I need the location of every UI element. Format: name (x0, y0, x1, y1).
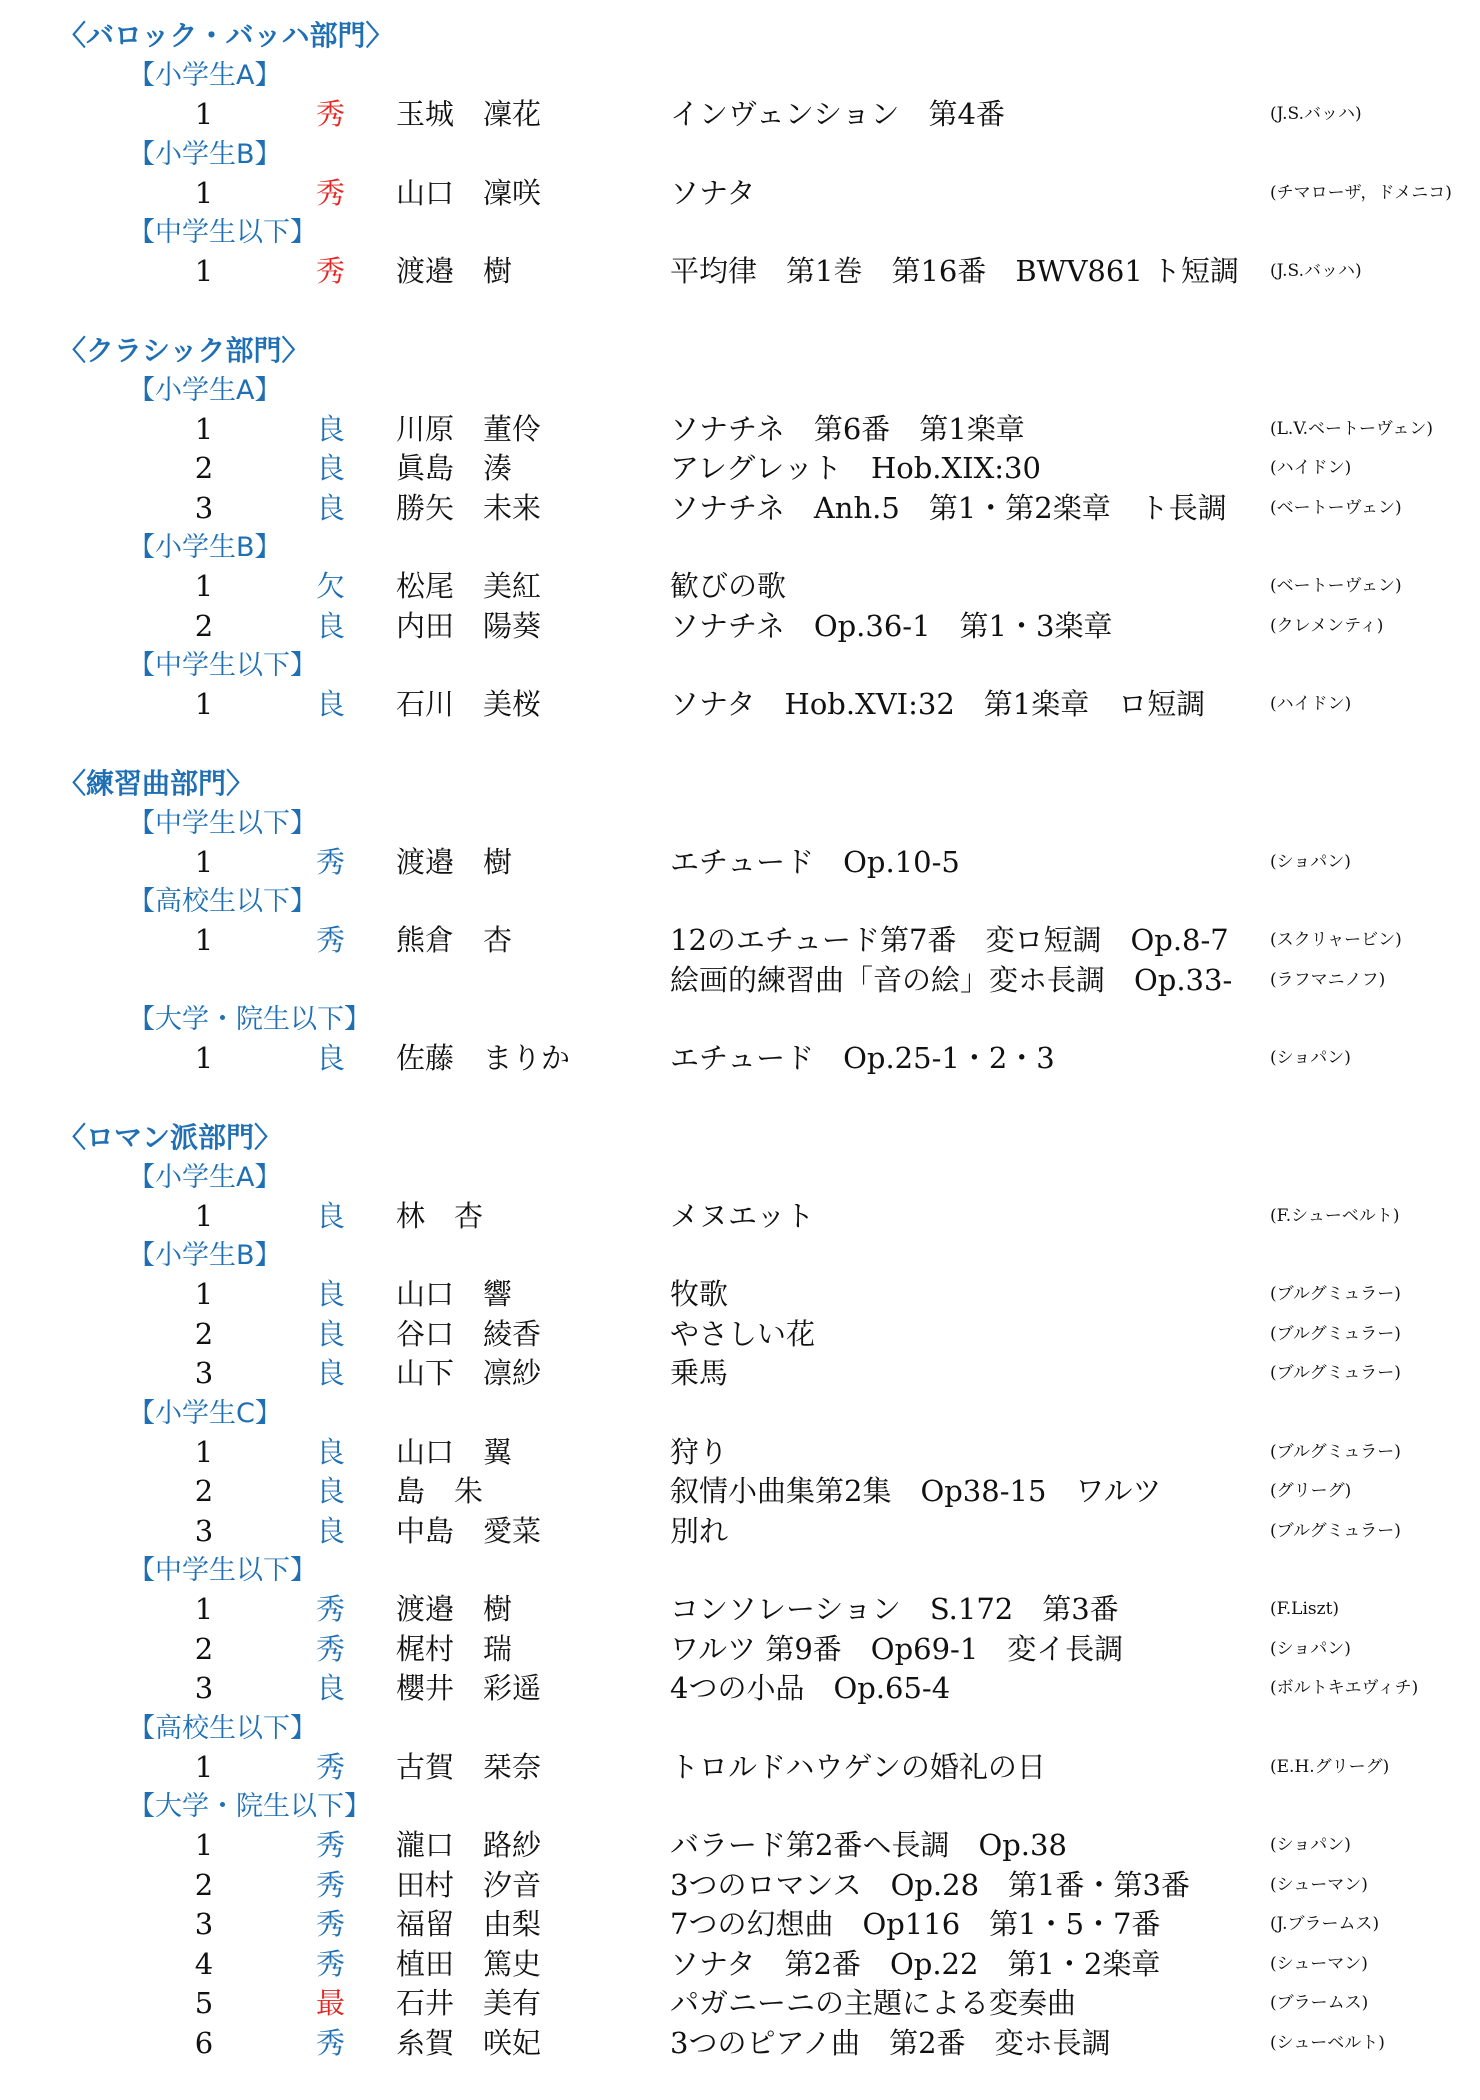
piece-title: 別れ (670, 1513, 729, 1548)
piece-title: エチュード Op.25-1・2・3 (670, 1041, 1055, 1075)
group-title: 【小学生A】 (128, 1161, 282, 1193)
piece-title: 12のエチュード第7番 変ロ短調 Op.8-7 (670, 923, 1229, 957)
result-row (0, 1826, 1480, 1866)
composer: (E.H.グリーグ) (1270, 1756, 1390, 1777)
grade-mark: 良 (316, 1356, 346, 1390)
grade-mark: 秀 (316, 1867, 346, 1902)
section-title: 〈練習曲部門〉 (58, 766, 255, 800)
section-0 (0, 16, 1480, 292)
piece-title: 狩り (670, 1434, 729, 1469)
performer-name: 山口 響 (396, 1277, 513, 1311)
result-row (0, 1905, 1480, 1945)
piece-title: ワルツ 第9番 Op69-1 変イ長調 (670, 1631, 1124, 1666)
piece-title: 3つのピアノ曲 第2番 変ホ長調 (670, 2025, 1111, 2060)
piece-title: インヴェンション 第4番 (670, 97, 1005, 131)
entry-number: 3 (194, 1513, 214, 1548)
result-row (0, 1472, 1480, 1512)
composer: (ショパン) (1270, 1638, 1351, 1659)
entry-number: 1 (194, 844, 214, 879)
composer: (ショパン) (1270, 851, 1351, 872)
result-row (0, 961, 1480, 1001)
piece-title: ソナチネ Anh.5 第1・第2楽章 ト長調 (670, 490, 1227, 525)
result-row (0, 410, 1480, 450)
section-1 (0, 331, 1480, 725)
composer: (ボルトキエヴィチ) (1270, 1678, 1419, 1698)
grade-mark: 秀 (316, 844, 346, 879)
performer-name: 山口 翼 (396, 1434, 513, 1469)
entry-number: 1 (194, 687, 214, 721)
composer: (J.S.バッハ) (1270, 104, 1362, 124)
entry-number: 2 (194, 1474, 214, 1508)
performer-name: 川原 董伶 (396, 411, 542, 446)
composer: (F.Liszt) (1270, 1599, 1340, 1619)
result-row (0, 1315, 1480, 1355)
entry-number: 5 (194, 1986, 214, 2020)
performer-name: 渡邉 樹 (396, 1592, 513, 1626)
composer: (ベートーヴェン) (1270, 576, 1402, 596)
grade-mark: 良 (316, 1513, 346, 1548)
result-row (0, 1197, 1480, 1237)
grade-mark: 欠 (316, 569, 346, 603)
group-title: 【中学生以下】 (128, 1555, 317, 1586)
entry-number: 2 (194, 451, 214, 485)
grade-mark: 良 (316, 1316, 346, 1351)
group-title: 【小学生B】 (128, 138, 282, 170)
result-row (0, 921, 1480, 961)
grade-mark: 秀 (316, 923, 346, 957)
grade-mark: 秀 (316, 2025, 346, 2060)
composer: (グリーグ) (1270, 1481, 1352, 1501)
performer-name: 眞島 湊 (396, 451, 513, 485)
entry-number: 1 (194, 97, 214, 131)
grade-mark: 良 (316, 608, 346, 643)
section-3 (0, 1118, 1480, 2064)
grade-mark: 良 (316, 1434, 346, 1469)
piece-title: 4つの小品 Op.65-4 (670, 1671, 951, 1705)
performer-name: 玉城 凜花 (396, 97, 542, 131)
piece-title: コンソレーション S.172 第3番 (670, 1592, 1119, 1626)
result-row (0, 174, 1480, 214)
piece-title: 牧歌 (670, 1277, 729, 1311)
performer-name: 梶村 瑞 (396, 1631, 513, 1666)
result-row (0, 1630, 1480, 1670)
performer-name: 古賀 栞奈 (396, 1749, 542, 1784)
section-title: 〈ロマン派部門〉 (58, 1120, 283, 1154)
grade-mark: 秀 (316, 1907, 346, 1941)
piece-title: トロルドハウゲンの婚礼の日 (670, 1749, 1046, 1784)
piece-title: メヌエット (670, 1198, 815, 1233)
group-title: 【小学生A】 (128, 60, 282, 91)
entry-number: 1 (194, 175, 214, 210)
piece-title: エチュード Op.10-5 (670, 844, 960, 879)
entry-number: 3 (194, 1356, 214, 1390)
piece-title: パガニーニの主題による変奏曲 (670, 1986, 1077, 2020)
grade-mark: 秀 (316, 1592, 346, 1626)
performer-name: 石川 美桜 (396, 687, 542, 721)
entry-number: 6 (194, 2025, 214, 2060)
composer: (ブラームス) (1270, 1993, 1369, 2013)
entry-number: 2 (194, 1631, 214, 1666)
entry-number: 1 (194, 1041, 214, 1075)
composer: (ハイドン) (1270, 458, 1352, 478)
entry-number: 2 (194, 608, 214, 643)
entry-number: 1 (194, 923, 214, 957)
result-row (0, 95, 1480, 135)
result-row (0, 1512, 1480, 1552)
grade-mark: 秀 (316, 254, 346, 288)
group-title: 【中学生以下】 (128, 650, 317, 681)
group-title: 【中学生以下】 (128, 807, 317, 839)
performer-name: 内田 陽葵 (396, 608, 542, 643)
grade-mark: 秀 (316, 97, 346, 131)
composer: (チマローザ，ドメニコ) (1270, 182, 1452, 203)
results-page (0, 16, 1480, 2063)
performer-name: 渡邉 樹 (396, 844, 513, 879)
entry-number: 3 (194, 1671, 214, 1705)
result-row (0, 1669, 1480, 1709)
performer-name: 中島 愛菜 (396, 1513, 542, 1548)
group-title: 【小学生B】 (128, 1240, 282, 1271)
performer-name: 佐藤 まりか (396, 1041, 571, 1075)
performer-name: 田村 汐音 (396, 1867, 542, 1902)
piece-title: ソナチネ 第6番 第1楽章 (670, 411, 1025, 446)
grade-mark: 良 (316, 1474, 346, 1508)
performer-name: 石井 美有 (396, 1986, 542, 2020)
entry-number: 1 (194, 1749, 214, 1784)
grade-mark: 秀 (316, 175, 346, 210)
group-title: 【小学生C】 (128, 1397, 282, 1429)
entry-number: 3 (194, 1907, 214, 1941)
result-row (0, 843, 1480, 883)
result-row (0, 1590, 1480, 1630)
composer: (シューマン) (1270, 1874, 1368, 1895)
section-title: 〈クラシック部門〉 (58, 333, 310, 367)
piece-title: バラード第2番ヘ長調 Op.38 (670, 1828, 1067, 1862)
piece-title: 平均律 第1巻 第16番 BWV861 ト短調 (670, 254, 1239, 288)
result-row (0, 1984, 1480, 2024)
piece-title: ソナタ 第2番 Op.22 第1・2楽章 (670, 1946, 1161, 1981)
group-title: 【高校生以下】 (128, 886, 317, 917)
grade-mark: 良 (316, 490, 346, 525)
grade-mark: 良 (316, 687, 346, 721)
composer: (ブルグミュラー) (1270, 1441, 1401, 1462)
result-row (0, 1433, 1480, 1473)
entry-number: 1 (194, 1198, 214, 1233)
entry-number: 1 (194, 1592, 214, 1626)
performer-name: 林 杏 (396, 1198, 484, 1233)
performer-name: 渡邉 樹 (396, 254, 513, 288)
piece-title: ソナタ Hob.XVI:32 第1楽章 ロ短調 (670, 687, 1206, 721)
grade-mark: 秀 (316, 1946, 346, 1981)
performer-name: 松尾 美紅 (396, 569, 542, 603)
grade-mark: 秀 (316, 1631, 346, 1666)
piece-title: 7つの幻想曲 Op116 第1・5・7番 (670, 1907, 1161, 1941)
result-row (0, 685, 1480, 725)
performer-name: 植田 篤史 (396, 1946, 542, 1981)
result-row (0, 1866, 1480, 1906)
result-row (0, 607, 1480, 647)
performer-name: 島 朱 (396, 1474, 484, 1508)
performer-name: 糸賀 咲妃 (396, 2025, 542, 2060)
entry-number: 1 (194, 1277, 214, 1311)
group-title: 【大学・院生以下】 (128, 1004, 371, 1035)
entry-number: 1 (194, 1434, 214, 1469)
result-row (0, 489, 1480, 529)
result-row (0, 1748, 1480, 1788)
composer: (ベートーヴェン) (1270, 497, 1402, 518)
grade-mark: 良 (316, 1277, 346, 1311)
result-row (0, 1275, 1480, 1315)
performer-name: 山口 凜咲 (396, 175, 542, 210)
section-title: 〈バロック・バッハ部門〉 (58, 19, 394, 52)
composer: (J.S.バッハ) (1270, 261, 1362, 281)
composer: (F.シューベルト) (1270, 1205, 1400, 1226)
entry-number: 1 (194, 411, 214, 446)
group-title: 【中学生以下】 (128, 217, 317, 248)
result-row (0, 1039, 1480, 1079)
grade-mark: 良 (316, 1198, 346, 1233)
result-row (0, 1945, 1480, 1985)
piece-title: やさしい花 (670, 1316, 816, 1351)
performer-name: 福留 由梨 (396, 1907, 542, 1941)
composer: (ショパン) (1270, 1835, 1351, 1855)
grade-mark: 秀 (316, 1828, 346, 1862)
piece-title: ソナチネ Op.36-1 第1・3楽章 (670, 608, 1113, 643)
composer: (クレメンティ) (1270, 615, 1384, 636)
performer-name: 瀧口 路紗 (396, 1828, 542, 1862)
entry-number: 2 (194, 1867, 214, 1902)
piece-title: 3つのロマンス Op.28 第1番・第3番 (670, 1867, 1190, 1902)
grade-mark: 良 (316, 1041, 346, 1075)
performer-name: 櫻井 彩遥 (396, 1671, 542, 1705)
grade-mark: 秀 (316, 1749, 346, 1784)
entry-number: 4 (194, 1946, 214, 1981)
entry-number: 3 (194, 490, 214, 525)
group-title: 【大学・院生以下】 (128, 1791, 371, 1822)
result-row (0, 449, 1480, 489)
piece-title: ソナタ (670, 175, 756, 210)
composer: (J.ブラームス) (1270, 1914, 1380, 1934)
composer: (ブルグミュラー) (1270, 1363, 1401, 1383)
composer: (スクリャービン) (1270, 930, 1402, 950)
entry-number: 1 (194, 254, 214, 288)
composer: (ブルグミュラー) (1270, 1323, 1401, 1344)
performer-name: 谷口 綾香 (396, 1316, 542, 1351)
group-title: 【高校生以下】 (128, 1712, 317, 1744)
piece-title: 絵画的練習曲「音の絵」変ホ長調 Op.33- (670, 962, 1233, 997)
result-row (0, 2024, 1480, 2064)
result-row (0, 567, 1480, 607)
section-2 (0, 764, 1480, 1079)
grade-mark: 良 (316, 451, 346, 485)
piece-title: アレグレット Hob.XIX:30 (670, 451, 1041, 485)
piece-title: 叙情小曲集第2集 Op38-15 ワルツ (670, 1474, 1162, 1508)
composer: (シューベルト) (1270, 2032, 1385, 2053)
result-row (0, 252, 1480, 292)
composer: (ハイドン) (1270, 694, 1352, 714)
grade-mark: 良 (316, 411, 346, 446)
entry-number: 1 (194, 569, 214, 603)
performer-name: 山下 凛紗 (396, 1356, 542, 1390)
result-row (0, 1354, 1480, 1394)
performer-name: 勝矢 未来 (396, 490, 542, 525)
entry-number: 2 (194, 1316, 214, 1351)
piece-title: 乗馬 (670, 1356, 729, 1390)
piece-title: 歓びの歌 (670, 569, 787, 603)
composer: (シューマン) (1270, 1953, 1368, 1974)
composer: (ラフマニノフ) (1270, 969, 1386, 990)
entry-number: 1 (194, 1828, 214, 1862)
group-title: 【小学生A】 (128, 374, 282, 406)
group-title: 【小学生B】 (128, 532, 282, 563)
grade-mark: 良 (316, 1671, 346, 1705)
grade-mark: 最 (316, 1986, 346, 2020)
composer: (ショパン) (1270, 1048, 1351, 1068)
composer: (ブルグミュラー) (1270, 1520, 1401, 1541)
performer-name: 熊倉 杏 (396, 923, 513, 957)
composer: (L.V.ベートーヴェン) (1270, 418, 1433, 439)
composer: (ブルグミュラー) (1270, 1284, 1401, 1304)
